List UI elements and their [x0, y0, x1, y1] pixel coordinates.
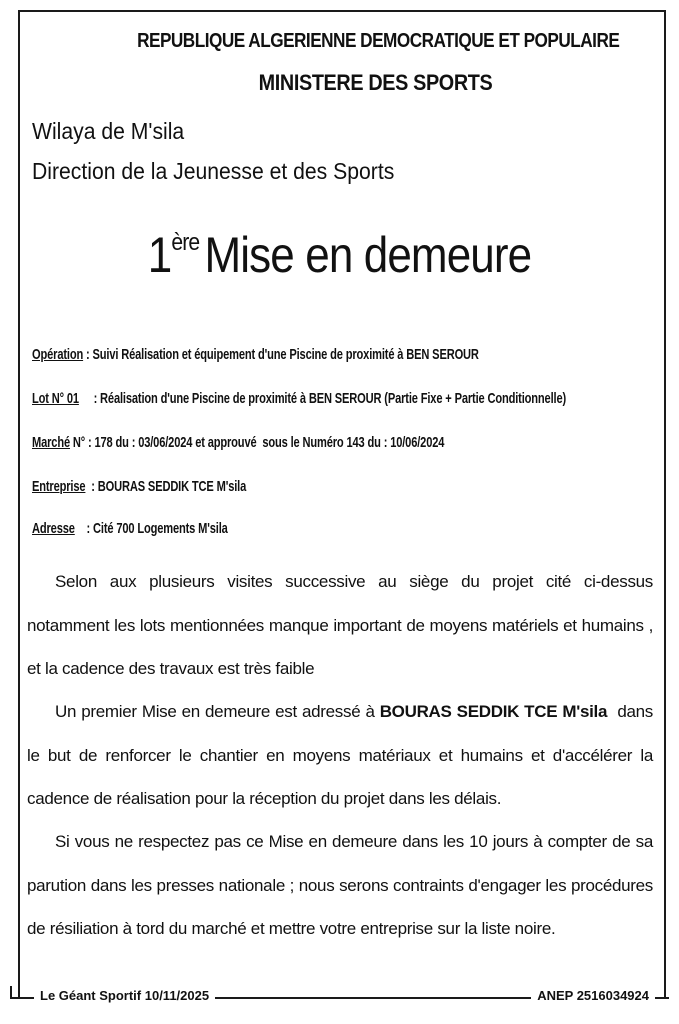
field-label: Adresse: [32, 520, 75, 537]
paragraph-text: Selon aux plusieurs visites successive au siège du projet cité ci-dessus notamment les lots mentionnées manque important de moyens matériels et humains , et la cadence des travaux est très faible: [27, 572, 653, 678]
field-label: Marché: [32, 434, 70, 451]
company-name: BOURAS SEDDIK TCE M'sila: [379, 702, 608, 721]
footer-source: Le Géant Sportif 10/11/2025: [34, 986, 215, 1005]
field-label: Opération: [32, 346, 84, 363]
paragraph-warning: [27, 820, 653, 951]
notice-title: [41, 226, 639, 284]
paragraph-text: Si vous ne respectez pas ce Mise en demeure dans les 10 jours à compter de sa parution dans les presses nationale ; nous serons contraints d'engager les procédures de résiliation à tord du marché et mettre votre entreprise sur la liste noire.: [27, 832, 653, 938]
ministry-header: MINISTERE DES SPORTS: [258, 70, 493, 95]
direction-line: Direction de la Jeunesse et des Sports: [32, 158, 395, 184]
field-value: : Réalisation d'une Piscine de proximité à BEN SEROUR (Partie Fixe + Partie Conditionnelle): [78, 390, 567, 407]
footer: [10, 986, 669, 1008]
field-entreprise: [32, 478, 246, 495]
field-marche: [32, 434, 444, 451]
field-label: Lot N° 01: [32, 390, 79, 407]
title-suffix: ère: [171, 229, 200, 256]
field-value: : BOURAS SEDDIK TCE M'sila: [85, 478, 247, 495]
paragraph-visits: [27, 560, 653, 691]
wilaya-line: Wilaya de M'sila: [32, 118, 185, 144]
paragraph-text-before: Un premier Mise en demeure est adressé à: [55, 702, 380, 721]
field-value: : Cité 700 Logements M'sila: [74, 520, 228, 537]
republic-header: REPUBLIQUE ALGERIENNE DEMOCRATIQUE ET POPULAIRE: [137, 30, 620, 52]
title-text: Mise en demeure: [204, 227, 532, 283]
field-operation: [32, 346, 479, 363]
field-label: Entreprise: [32, 478, 86, 495]
field-value: : Suivi Réalisation et équipement d'une Piscine de proximité à BEN SEROUR: [83, 346, 479, 363]
footer-reference: ANEP 2516034924: [531, 986, 655, 1005]
title-number: 1: [147, 227, 172, 283]
paragraph-notice: [27, 690, 658, 821]
field-value: N° : 178 du : 03/06/2024 et approuvé sous le Numéro 143 du : 10/06/2024: [69, 434, 445, 451]
field-lot: [32, 390, 566, 407]
field-adresse: [32, 520, 228, 537]
paragraph-text-after: dans le but de renforcer le chantier en moyens matériaux et humains et d'accélérer la cadence de réalisation pour la réception du projet dans les délais.: [27, 702, 658, 808]
